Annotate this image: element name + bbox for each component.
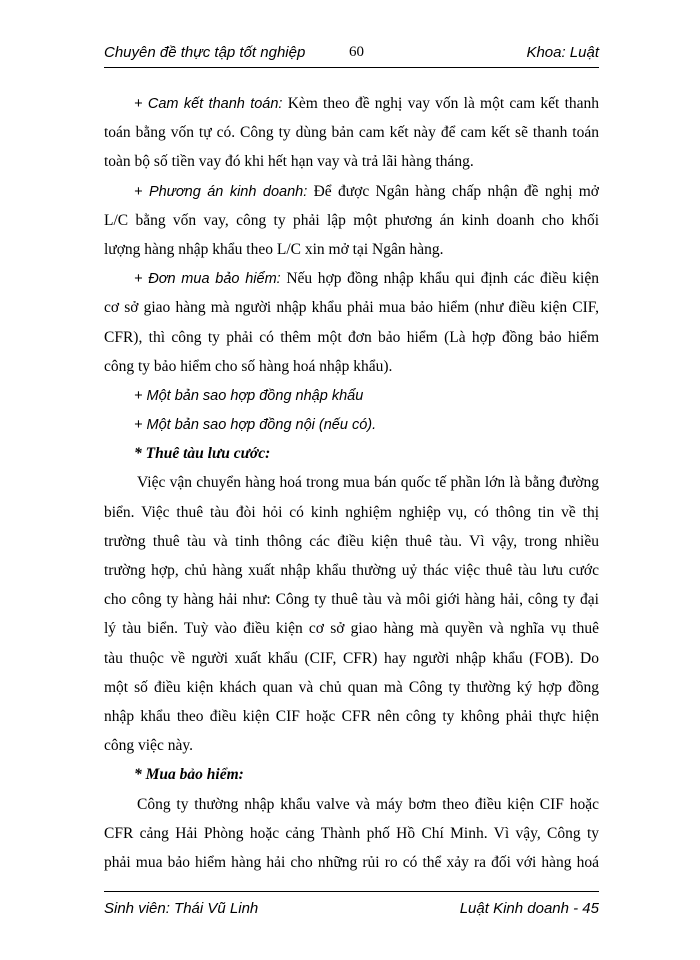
paragraph-line: + Đơn mua bảo hiểm: Nếu hợp đồng nhập khẩu qui định các điều kiện (134, 270, 599, 288)
paragraph-line: trường hợp, chủ hàng xuất nhập khẩu thường uỷ thác việc thuê tàu lưu cước (104, 562, 599, 579)
page-header (104, 44, 599, 66)
paragraph-line: nhập khẩu theo điều kiện CIF hoặc CFR nên công ty không phải thực hiện (104, 707, 599, 725)
paragraph-line: cho công ty hàng hải như: Công ty thuê tàu và môi giới hàng hải, công ty đại (104, 591, 599, 609)
paragraph-line: một số điều kiện khách quan và chủ quan mà Công ty thường ký hợp đồng (104, 678, 599, 696)
paragraph-line: L/C bằng vốn vay, công ty phải lập một phương án kinh doanh cho khối (104, 211, 599, 229)
paragraph-line: tàu thuộc về người xuất khẩu (CIF, CFR) hay người nhập khẩu (FOB). Do (104, 649, 599, 667)
paragraph-line: công ty bảo hiểm cho số hàng hoá nhập khẩu). (104, 357, 393, 375)
section-heading: * Mua bảo hiểm: (134, 766, 244, 784)
term-label: + Đơn mua bảo hiểm: (134, 271, 281, 288)
paragraph-line: Việc vận chuyển hàng hoá trong mua bán quốc tế phần lớn là bằng đường (137, 474, 599, 492)
header-rule (104, 67, 599, 68)
header-title: Chuyên đề thực tập tốt nghiệp (104, 44, 306, 61)
paragraph-line: biển. Việc thuê tàu đòi hỏi có kinh nghiệm nghiệp vụ, có thông tin về thị (104, 503, 599, 521)
term-label: + Cam kết thanh toán: (134, 96, 283, 112)
footer-course: Luật Kinh doanh - 45 (459, 900, 599, 917)
list-item: + Một bản sao hợp đồng nội (nếu có). (134, 417, 377, 434)
document-body (104, 89, 599, 877)
list-item: + Một bản sao hợp đồng nhập khẩu (134, 387, 364, 404)
paragraph-line: CFR cảng Hải Phòng hoặc cảng Thành phố Hồ Chí Minh. Vì vậy, Công ty (104, 824, 599, 842)
footer-student: Sinh viên: Thái Vũ Linh (104, 900, 259, 917)
term-label: + Phương án kinh doanh: (134, 183, 308, 200)
paragraph-line: + Phương án kinh doanh: Để được Ngân hàng chấp nhận đề nghị mở (134, 182, 599, 200)
paragraph-line: trường thuê tàu và tinh thông các điều kiện thuê tàu. Vì vậy, trong nhiều (104, 532, 599, 550)
paragraph-line: lý tàu biển. Tuỳ vào điều kiện cơ sở giao hàng mà quyền và nghĩa vụ thuê (104, 620, 599, 638)
paragraph-line: CFR), thì công ty phải có thêm một đơn bảo hiểm (Là hợp đồng bảo hiểm (104, 328, 599, 346)
paragraph-line: toán bằng vốn tự có. Công ty dùng bản cam kết này để cam kết sẽ thanh toán (104, 124, 599, 142)
paragraph-line: phải mua bảo hiểm hàng hải cho những rủi ro có thể xảy ra đối với hàng hoá (104, 853, 599, 871)
page-number: 60 (349, 44, 364, 60)
section-heading: * Thuê tàu lưu cước: (134, 445, 271, 463)
header-faculty: Khoa: Luật (526, 44, 599, 61)
paragraph-line: công việc này. (104, 737, 193, 755)
footer-rule (104, 891, 599, 892)
paragraph-line: + Cam kết thanh toán: Kèm theo đề nghị vay vốn là một cam kết thanh (134, 95, 599, 112)
paragraph-line: lượng hàng nhập khẩu theo L/C xin mở tại Ngân hàng. (104, 240, 444, 258)
paragraph-line: cơ sở giao hàng mà người nhập khẩu phải mua bảo hiểm (như điều kiện CIF, (104, 299, 599, 317)
paragraph-line: Công ty thường nhập khẩu valve và máy bơm theo điều kiện CIF hoặc (137, 795, 599, 813)
paragraph-line: toàn bộ số tiền vay đó khi hết hạn vay và trả lãi hàng tháng. (104, 153, 474, 171)
page-footer (104, 900, 599, 922)
